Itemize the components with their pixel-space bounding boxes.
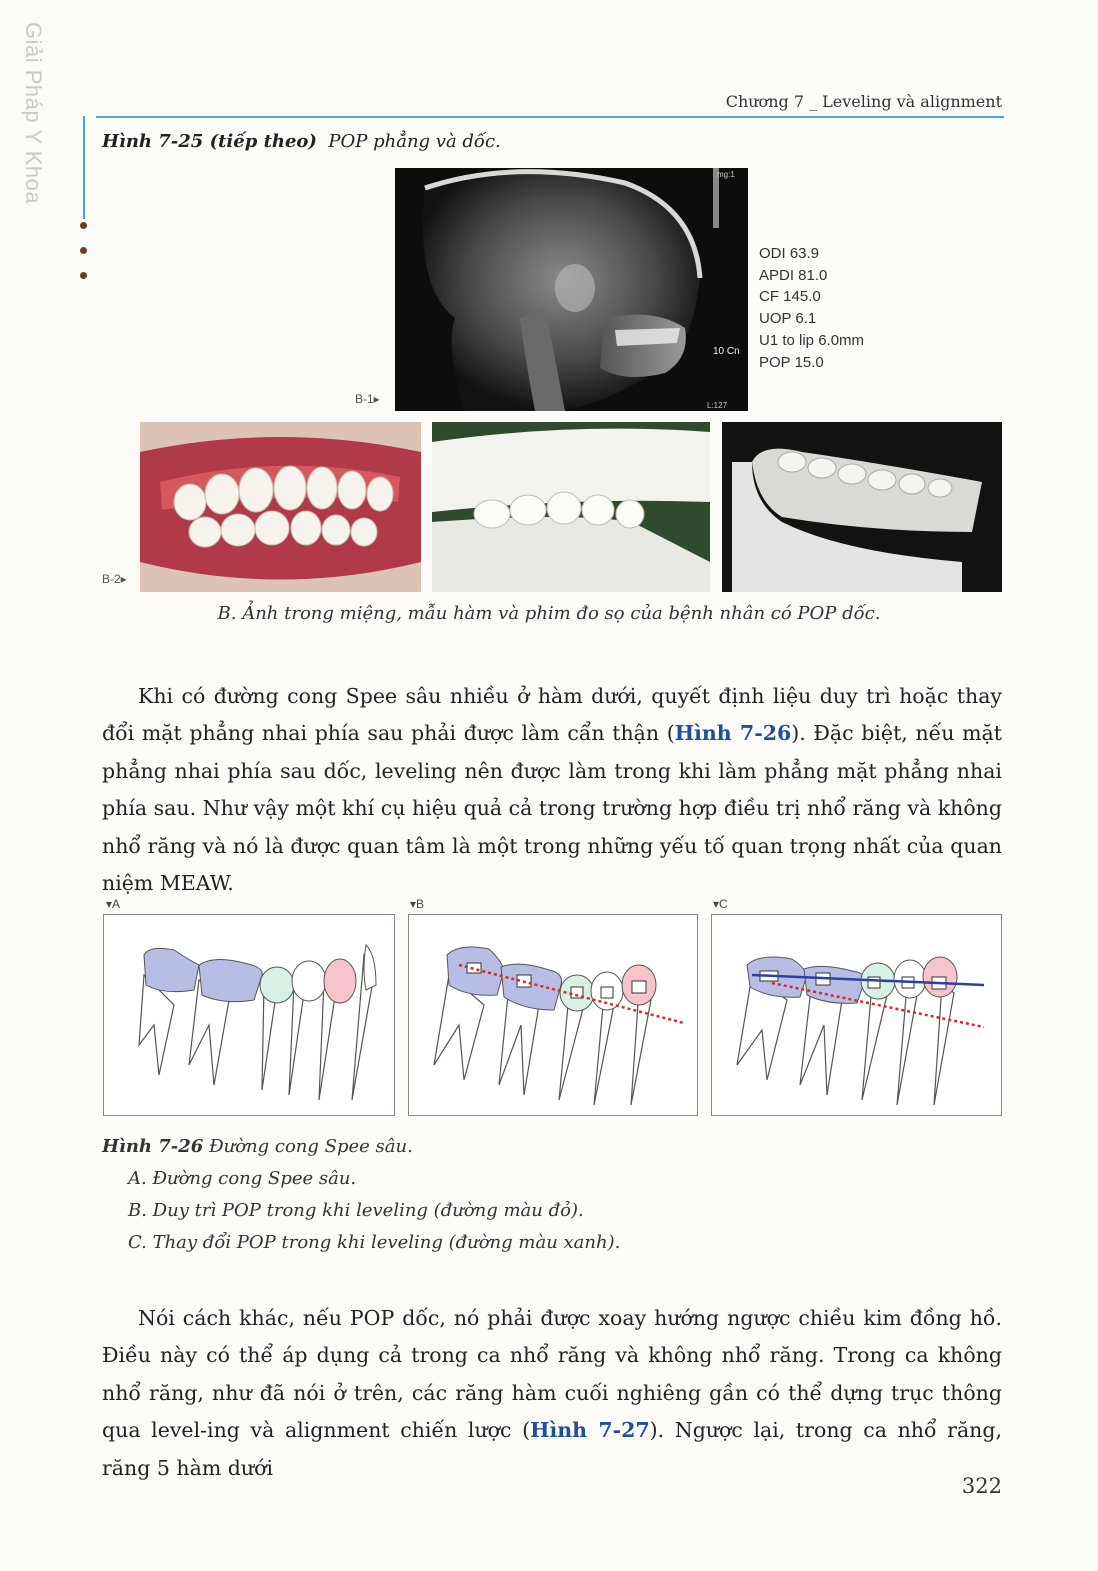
body-paragraph — [102, 678, 1002, 902]
xray-corner-label: L:127 — [707, 401, 728, 410]
page-number: 322 — [961, 1474, 1002, 1498]
svg-text:Giải Pháp Y Khoa: Giải Pháp Y Khoa — [21, 22, 46, 205]
bullet-dot — [80, 247, 87, 254]
caption-item: C. Thay đổi POP trong khi leveling (đường màu xanh). — [128, 1232, 621, 1253]
paragraph-text: ). Đặc biệt, nếu mặt phẳng nhai phía sau dốc, leveling nên được làm trong khi làm phẳng mặt phẳng nhai phía sau. Như vậy một khí cụ hiệu quả cả trong trường hợp điều trị nhổ răng và không nhổ răng và nó là được quan tâm là một trong những yếu tố quan trọng nhất của quan niệm MEAW. — [102, 721, 1002, 896]
caption-item: A. Đường cong Spee sâu. — [128, 1168, 357, 1189]
intraoral-photo — [140, 422, 421, 592]
ceph-value: U1 to lip 6.0mm — [759, 331, 865, 349]
figure-reference-link[interactable]: Hình 7-27 — [530, 1418, 650, 1443]
panel-label-b2: B-2▸ — [102, 572, 127, 586]
figure-reference-link[interactable]: Hình 7-26 — [674, 721, 792, 746]
figure-7-25-title — [102, 131, 501, 152]
diagram-panel-c — [711, 914, 1002, 1116]
bullet-dot — [80, 222, 87, 229]
figure-7-26-caption — [102, 1131, 620, 1259]
dental-cast-photo — [432, 422, 710, 592]
ceph-value: UOP 6.1 — [759, 310, 817, 328]
ceph-value: APDI 81.0 — [759, 266, 828, 284]
diagram-panel-b — [408, 914, 698, 1116]
xray-scale-label: 10 Cn — [713, 346, 740, 357]
bullet-dot — [80, 272, 87, 279]
paragraph-text: ). Ngược lại, trong ca nhổ răng, răng 5 hàm dưới — [102, 1418, 1003, 1480]
panel-label-b1: B-1▸ — [355, 392, 380, 406]
paragraph-text: Nói cách khác, nếu POP dốc, nó phải được xoay hướng ngược chiều kim đồng hồ. Điều này có thể áp dụng cả trong ca nhổ răng và không nhổ răng. Trong ca không nhổ răng, như đã nói ở trên, các răng hàm cuối nghiêng gần có thể dựng trục thông qua level-ing và alignment chiến lược ( — [102, 1306, 1002, 1443]
diagram-panel-a — [103, 914, 395, 1116]
panel-label-a: ▾A — [106, 897, 121, 911]
paragraph-text: Khi có đường cong Spee sâu nhiều ở hàm dưới, quyết định liệu duy trì hoặc thay đổi mặt phẳng nhai phía sau phải được làm cẩn thận ( — [102, 684, 1002, 746]
cephalometric-xray — [395, 168, 748, 411]
figure-label: Hình 7-26 — [102, 1136, 204, 1157]
ceph-values-list — [759, 243, 864, 373]
figure-title-text: Đường cong Spee sâu. — [209, 1136, 413, 1157]
figure-caption-b: B. Ảnh trong miệng, mẫu hàm và phim đo sọ của bệnh nhân có POP dốc. — [217, 603, 881, 624]
header-rule — [96, 116, 1004, 118]
lower-cast-photo — [722, 422, 1002, 592]
body-paragraph — [102, 1300, 1002, 1487]
panel-label-c: ▾C — [713, 897, 728, 911]
ceph-value: ODI 63.9 — [759, 245, 820, 262]
panel-label-b: ▾B — [410, 897, 425, 911]
chapter-header: Chương 7 _ Leveling và alignment — [725, 92, 1002, 111]
ceph-value: POP 15.0 — [759, 353, 824, 371]
xray-corner-label: mg:1 — [717, 170, 735, 179]
caption-item: B. Duy trì POP trong khi leveling (đường màu đỏ). — [128, 1200, 584, 1221]
figure-label: Hình 7-25 (tiếp theo) — [102, 131, 317, 152]
side-rule — [83, 116, 85, 219]
watermark-text — [2, 12, 46, 212]
figure-title-text: POP phẳng và dốc. — [328, 131, 501, 152]
ceph-value: CF 145.0 — [759, 288, 821, 306]
